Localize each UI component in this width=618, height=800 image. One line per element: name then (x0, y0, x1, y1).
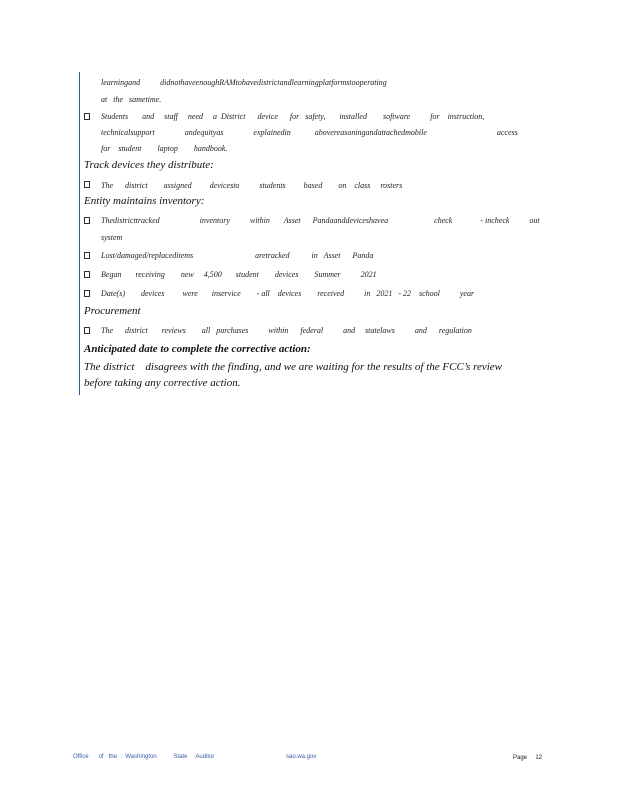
footer-page-number: Page 12 (513, 755, 543, 761)
text-line: learningand didnothaveenoughRAMtohavedistrictandlearningplatformstooperating (101, 78, 387, 87)
bullet-text: Lost/damaged/replaceditems aretracked in Asset Panda (101, 251, 374, 260)
bullet-text: technicalsupport andequityas explainedin abovereasoningandattachedmobile access (101, 128, 518, 137)
margin-rule (79, 72, 80, 395)
bullet-text: The district assigned devicesto students based on class rosters (101, 181, 403, 190)
bullet-text: system (101, 233, 123, 242)
bullet-box-icon (84, 113, 90, 120)
footer-office: Office of the Washington State Auditor (73, 754, 215, 760)
bullet-box-icon (84, 290, 90, 297)
bullet-box-icon (84, 271, 90, 278)
bullet-box-icon (84, 217, 90, 224)
bullet-box-icon (84, 327, 90, 334)
bullet-text: Began receiving new 4,500 student devices Summer 2021 (101, 270, 377, 279)
response-text: The district disagrees with the finding, and we are waiting for the results of the FCC’s review (84, 361, 502, 373)
bullet-text: Date(s) devices were inservice - all devices received in 2021 - 22 school year (101, 289, 475, 298)
bullet-text: Students and staff need a District device for safety, installed software for instruction, (101, 112, 485, 121)
bullet-text: Thedistricttracked inventory within Asset Pandaanddeviceshavea check - incheck out (101, 216, 540, 225)
bullet-text: The district reviews all purchases within federal and statelaws and regulation (101, 326, 472, 335)
footer-website-link[interactable]: sao.wa.gov (286, 754, 317, 760)
bullet-text: for student laptop handbook. (101, 144, 228, 153)
bullet-box-icon (84, 252, 90, 259)
text-line: at the sametime. (101, 95, 162, 104)
response-text: before taking any corrective action. (84, 377, 241, 389)
anticipated-date-heading: Anticipated date to complete the corrective action: (84, 343, 311, 355)
section-heading: Track devices they distribute: (84, 159, 214, 171)
bullet-box-icon (84, 181, 90, 188)
section-heading: Procurement (84, 305, 141, 317)
section-heading: Entity maintains inventory: (84, 195, 205, 207)
